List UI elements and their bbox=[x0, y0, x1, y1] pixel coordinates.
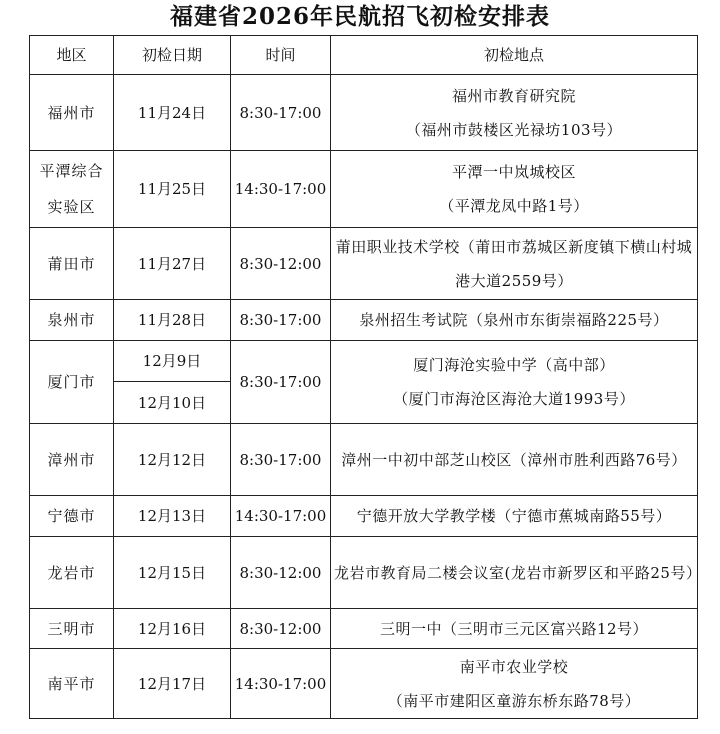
region-cell: 漳州市 bbox=[30, 424, 114, 496]
time-cell: 8:30-12:00 bbox=[231, 537, 331, 609]
location-address: （福州市鼓楼区光禄坊103号） bbox=[405, 120, 623, 139]
time-cell: 8:30-12:00 bbox=[231, 228, 331, 300]
region-cell: 泉州市 bbox=[30, 300, 114, 341]
region-cell: 宁德市 bbox=[30, 496, 114, 537]
location-name: 福州市教育研究院 bbox=[451, 86, 576, 105]
location-cell: 漳州一中初中部芝山校区（漳州市胜利西路76号） bbox=[331, 424, 698, 496]
date-cell: 12月10日 bbox=[114, 382, 231, 424]
location-cell: 宁德开放大学教学楼（宁德市蕉城南路55号） bbox=[331, 496, 698, 537]
time-cell: 14:30-17:00 bbox=[231, 151, 331, 228]
location-name: 厦门海沧实验中学（高中部） bbox=[413, 356, 615, 374]
date-cell: 12月17日 bbox=[114, 649, 231, 719]
date-cell: 12月15日 bbox=[114, 537, 231, 609]
location-name: 南平市农业学校 bbox=[459, 657, 569, 676]
header-time: 时间 bbox=[231, 36, 331, 75]
table-row bbox=[30, 300, 698, 341]
location-cell: 泉州招生考试院（泉州市东街崇福路225号） bbox=[331, 300, 698, 341]
header-region: 地区 bbox=[30, 36, 114, 75]
time-cell: 8:30-17:00 bbox=[231, 300, 331, 341]
date-cell: 11月24日 bbox=[114, 75, 231, 151]
time-cell: 8:30-12:00 bbox=[231, 609, 331, 649]
location-cell bbox=[331, 649, 698, 719]
location-cell: 三明一中（三明市三元区富兴路12号） bbox=[331, 609, 698, 649]
date-cell: 11月27日 bbox=[114, 228, 231, 300]
location-cell bbox=[331, 151, 698, 228]
table-row bbox=[30, 424, 698, 496]
date-cell: 11月28日 bbox=[114, 300, 231, 341]
table-row bbox=[30, 609, 698, 649]
location-cell: 龙岩市教育局二楼会议室(龙岩市新罗区和平路25号） bbox=[331, 537, 698, 609]
table-row bbox=[30, 228, 698, 300]
time-cell: 14:30-17:00 bbox=[231, 496, 331, 537]
date-cell: 12月9日 bbox=[114, 341, 231, 382]
region-cell: 龙岩市 bbox=[30, 537, 114, 609]
region-cell: 三明市 bbox=[30, 609, 114, 649]
date-cell: 12月16日 bbox=[114, 609, 231, 649]
region-cell: 福州市 bbox=[30, 75, 114, 151]
time-cell: 8:30-17:00 bbox=[231, 341, 331, 424]
date-cell: 11月25日 bbox=[114, 151, 231, 228]
header-row bbox=[30, 36, 698, 75]
location-address: （厦门市海沧区海沧大道1993号） bbox=[393, 390, 635, 408]
table-row bbox=[30, 537, 698, 609]
header-date: 初检日期 bbox=[114, 36, 231, 75]
table-row bbox=[30, 649, 698, 719]
date-cell: 12月13日 bbox=[114, 496, 231, 537]
region-cell: 莆田市 bbox=[30, 228, 114, 300]
location-cell: 莆田职业技术学校（莆田市荔城区新度镇下横山村城港大道2559号） bbox=[331, 228, 698, 300]
document-title: 福建省2026年民航招飞初检安排表 bbox=[169, 3, 550, 30]
location-address: （平潭龙凤中路1号） bbox=[439, 197, 589, 215]
location-address: （南平市建阳区童游东桥东路78号） bbox=[387, 691, 641, 710]
time-cell: 8:30-17:00 bbox=[231, 424, 331, 496]
location-name: 平潭一中岚城校区 bbox=[451, 163, 576, 181]
location-cell bbox=[331, 75, 698, 151]
table-row bbox=[30, 496, 698, 537]
region-cell: 厦门市 bbox=[30, 341, 114, 424]
header-location: 初检地点 bbox=[331, 36, 698, 75]
table-row bbox=[30, 151, 698, 228]
table-row bbox=[30, 341, 698, 382]
time-cell: 8:30-17:00 bbox=[231, 75, 331, 151]
table-row bbox=[30, 75, 698, 151]
schedule-table bbox=[29, 35, 702, 719]
location-cell bbox=[331, 341, 698, 424]
time-cell: 14:30-17:00 bbox=[231, 649, 331, 719]
region-cell: 南平市 bbox=[30, 649, 114, 719]
region-cell: 平潭综合实验区 bbox=[30, 151, 114, 228]
date-cell: 12月12日 bbox=[114, 424, 231, 496]
